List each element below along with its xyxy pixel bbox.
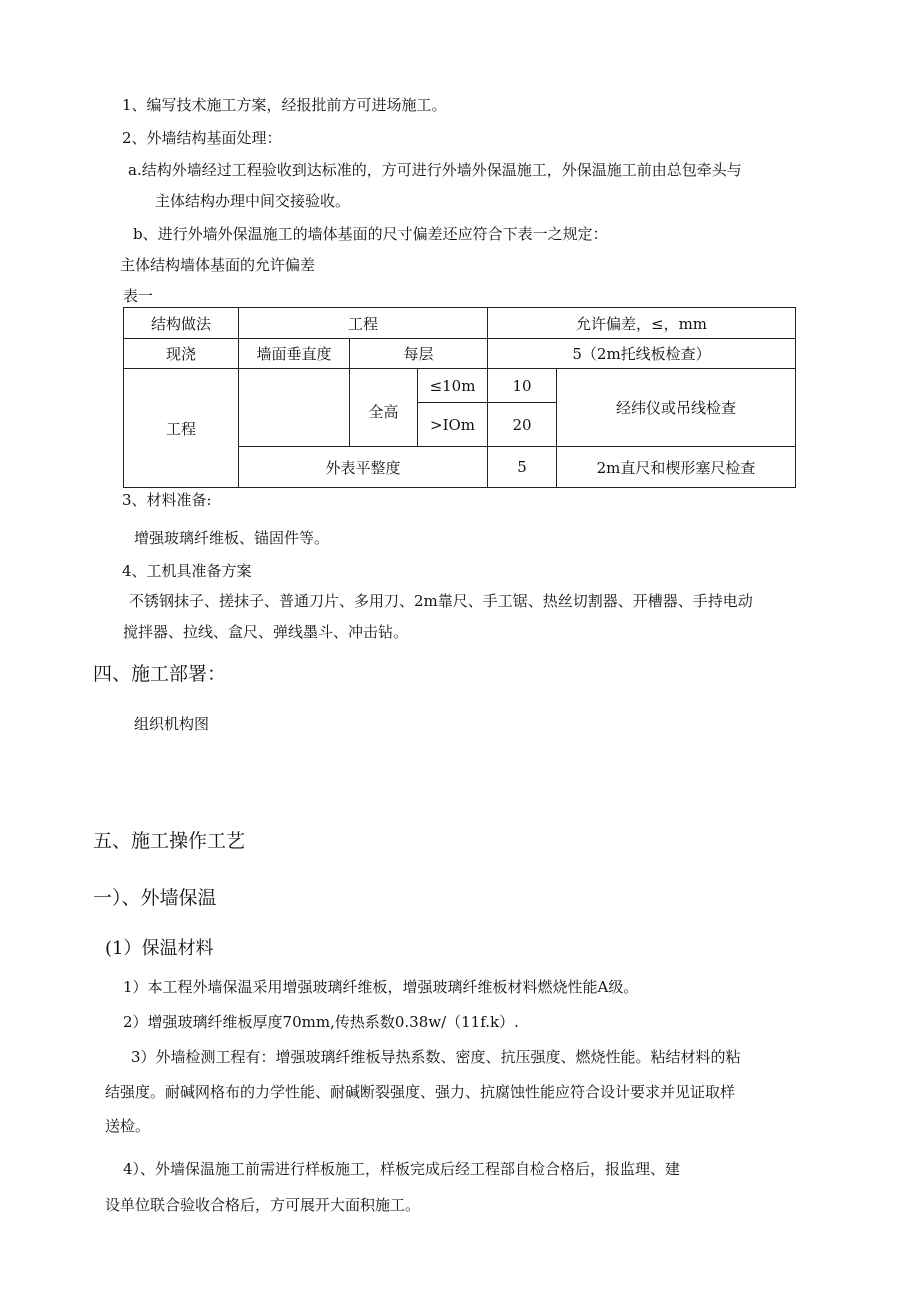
step-2a-text-line2: 主体结构办理中间交接验收。 [155,192,351,210]
item-4-text-line2: 设单位联合验收合格后，方可展开大面积施工。 [105,1196,421,1214]
subheading-exterior-insulation: 一）、外墙保温 [93,887,217,909]
sec3-body: 增强玻璃纤维板、锚固件等。 [134,529,330,547]
heading-four: 四、施工部署： [93,663,227,685]
sec3-title: 3、材料准备: [122,491,212,509]
table-row [124,369,796,403]
cell-val-20: 20 [488,403,557,447]
cell-theodolite-check: 经纬仪或吊线检查 [557,369,796,447]
cell-cond-gt10: >IOm [418,403,488,447]
table-header-row [124,308,796,339]
step-1-text: 1、编写技术施工方案，经报批前方可进场施工。 [122,96,447,114]
item-3-text-line1: 3）外墙检测工程有：增强玻璃纤维板导热系数、密度、抗压强度、燃烧性能。粘结材料的粘 [131,1048,741,1066]
org-chart-label: 组织机构图 [134,715,210,733]
heading-five: 五、施工操作工艺 [93,830,246,852]
tolerance-table [123,307,796,488]
step-2-title: 2、外墙结构基面处理： [122,129,282,147]
item-1-text: 1）本工程外墙保温采用增强玻璃纤维板，增强玻璃纤维板材料燃烧性能A级。 [123,978,639,996]
cell-blank [239,369,350,447]
item-3-text-line3: 送检。 [105,1117,151,1135]
item-2-text: 2）增强玻璃纤维板厚度70mm,传热系数0.38w/（11f.k）. [123,1013,519,1031]
table-label: 表一 [123,287,154,305]
sec4-body-line1: 不锈钢抹子、搓抹子、普通刀片、多用刀、2m靠尺、手工锯、热丝切割器、开槽器、手持电动 [129,592,753,610]
step-2b-text: b、进行外墙外保温施工的墙体基面的尺寸偏差还应符合下表一之规定： [133,225,608,243]
item-4-text-line1: 4）、外墙保温施工前需进行样板施工，样板完成后经工程部自检合格后，报监理、建 [123,1160,681,1178]
subheading-insulation-material: (1）保温材料 [105,938,214,959]
header-allowance: 允许偏差，≤，mm [488,308,796,339]
cell-cond-le10: ≤10m [418,369,488,403]
cell-per-floor-value: 5（2m托线板检查） [488,339,796,369]
item-3-text-line2: 结强度。耐碱网格布的力学性能、耐碱断裂强度、强力、抗腐蚀性能应符合设计要求并见证取样 [105,1083,736,1101]
cell-full-height: 全高 [350,369,418,447]
cell-val-5: 5 [488,447,557,488]
header-method: 结构做法 [124,308,239,339]
cell-ruler-check: 2m直尺和楔形塞尺检查 [557,447,796,488]
cell-per-floor: 每层 [350,339,488,369]
cell-method-cast: 现浇 [124,339,239,369]
step-2a-text-line1: a.结构外墙经过工程验收到达标准的，方可进行外墙外保温施工，外保温施工前由总包牵头与 [128,161,742,179]
table-row [124,339,796,369]
sec4-title: 4、工机具准备方案 [122,562,252,580]
sec4-body-line2: 搅拌器、拉线、盒尺、弹线墨斗、冲击钻。 [123,623,409,641]
table-caption: 主体结构墙体基面的允许偏差 [120,256,316,274]
cell-flatness: 外表平整度 [239,447,488,488]
cell-val-10: 10 [488,369,557,403]
header-project: 工程 [239,308,488,339]
cell-verticality: 墙面垂直度 [239,339,350,369]
cell-method-project: 工程 [124,369,239,488]
